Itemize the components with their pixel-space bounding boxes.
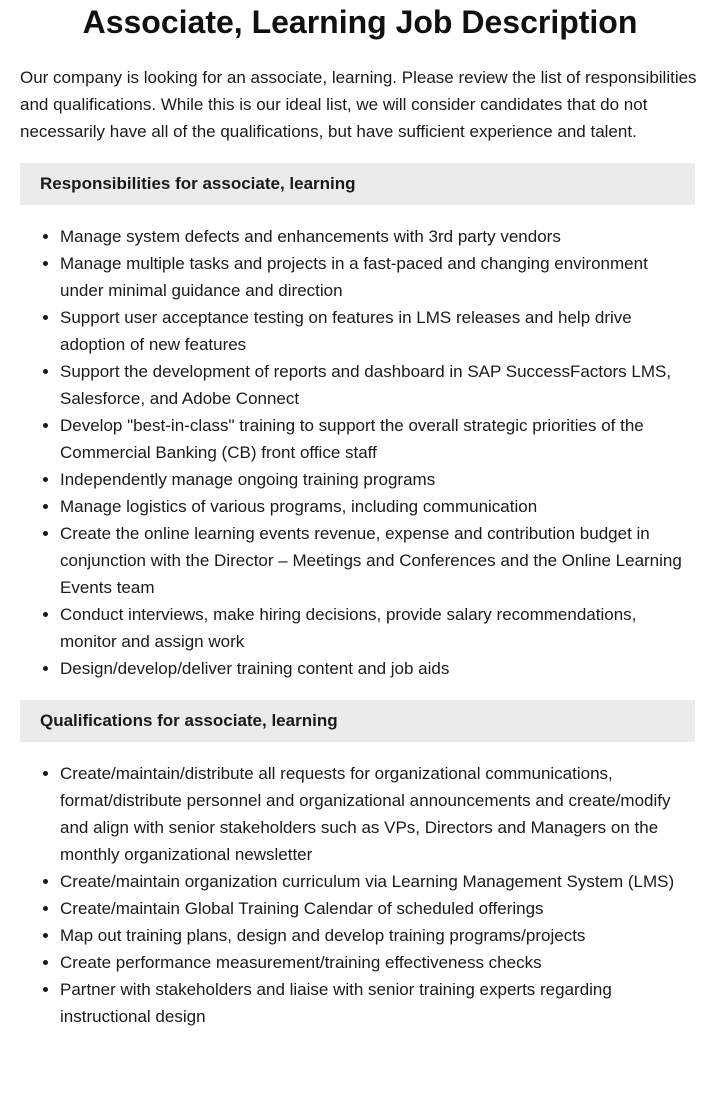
list-item: • Support the development of reports and dashboard in SAP SuccessFactors LMS, Salesforce, and Adobe Connect [60,358,695,412]
list-item: • Map out training plans, design and develop training programs/projects [60,922,695,949]
intro-paragraph: Our company is looking for an associate, learning. Please review the list of responsibilities and qualifications. While this is our ideal list, we will consider candidates that do not necessarily have all of the qualifications, but have sufficient experience and talent. [20,68,697,141]
list-item: • Partner with stakeholders and liaise with senior training experts regarding instructional design [60,976,695,1030]
list-item: • Support user acceptance testing on features in LMS releases and help drive adoption of new features [60,304,695,358]
list-item: • Create/maintain organization curriculum via Learning Management System (LMS) [60,868,695,895]
responsibilities-list [20,223,695,682]
responsibilities-heading: Responsibilities for associate, learning [20,163,695,205]
list-item: • Manage system defects and enhancements with 3rd party vendors [60,223,695,250]
qualifications-list [20,760,695,1030]
qualifications-heading: Qualifications for associate, learning [20,700,695,742]
list-item: • Create/maintain/distribute all requests for organizational communications, format/distribute personnel and organizational announcements and create/modify and align with senior stakeholders such as VPs, Directors and Managers on the monthly organizational newsletter [60,760,695,868]
list-item: • Create performance measurement/training effectiveness checks [60,949,695,976]
list-item: • Develop "best-in-class" training to support the overall strategic priorities of the Commercial Banking (CB) front office staff [60,412,695,466]
list-item: • Create/maintain Global Training Calendar of scheduled offerings [60,895,695,922]
list-item: • Create the online learning events revenue, expense and contribution budget in conjunction with the Director – Meetings and Conferences and the Online Learning Events team [60,520,695,601]
list-item: • Conduct interviews, make hiring decisions, provide salary recommendations, monitor and assign work [60,601,695,655]
page-title: Associate, Learning Job Description [82,4,638,40]
list-item: • Independently manage ongoing training programs [60,466,695,493]
list-item: • Design/develop/deliver training content and job aids [60,655,695,682]
list-item: • Manage multiple tasks and projects in a fast-paced and changing environment under minimal guidance and direction [60,250,695,304]
list-item: • Manage logistics of various programs, including communication [60,493,695,520]
